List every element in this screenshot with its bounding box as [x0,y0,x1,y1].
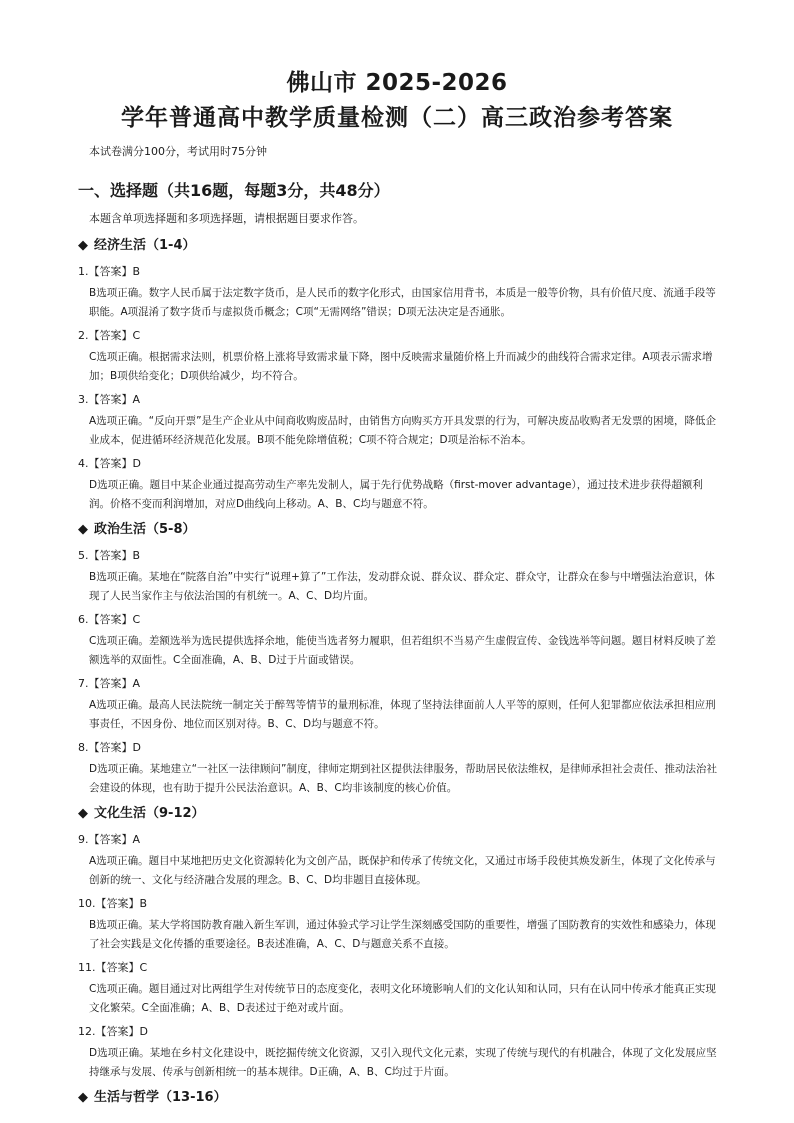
group-title-text: 生活与哲学（13-16） [94,1090,227,1105]
answer-explanation: C选项正确。差额选举为选民提供选择余地，能使当选者努力履职，但若组织不当易产生虚假宣传、金钱选举等问题。题目材料反映了差额选举的双面性。C全面准确，A、B、D过于片面或错误。 [89,635,716,666]
diamond-bullet-icon: ◆ [78,238,88,253]
group-title-text: 经济生活（1-4） [94,238,196,253]
answer-explanation: A选项正确。题目中某地把历史文化资源转化为文创产品，既保护和传承了传统文化，又通过市场手段使其焕发新生，体现了文化传承与创新的统一、文化与经济融合发展的理念。B、C、D均非题目直接体现。 [89,855,716,886]
group-economics [78,236,718,514]
answer-label: 3.【答案】A [78,393,141,406]
group-title-text: 文化生活（9-12） [94,806,205,821]
group-title [78,804,718,824]
diamond-bullet-icon: ◆ [78,1090,88,1105]
answer-label: 8.【答案】D [78,741,141,754]
page-title-line1: 佛山市 2025-2026 [286,70,508,96]
answer-explanation: B选项正确。数字人民币属于法定数字货币，是人民币的数字化形式，由国家信用背书，本质是一般等价物，具有价值尺度、流通手段等职能。A项混淆了数字货币与虚拟货币概念；C项“无需网络”错误；D项无法决定是否通胀。 [89,287,716,318]
answer-explanation: C选项正确。根据需求法则，机票价格上涨将导致需求量下降，图中反映需求量随价格上升而减少的曲线符合需求定律。A项表示需求增加；B项供给变化；D项供给减少，均不符合。 [89,351,713,382]
answer-explanation: C选项正确。题目通过对比两组学生对传统节日的态度变化，表明文化环境影响人们的文化认知和认同，只有在认同中传承才能真正实现文化繁荣。C全面准确；A、B、D表述过于绝对或片面。 [89,983,716,1014]
group-title-text: 政治生活（5-8） [94,522,196,537]
diamond-bullet-icon: ◆ [78,522,88,537]
exam-note: 本试卷满分100分，考试用时75分钟 [89,145,267,158]
answer-label: 7.【答案】A [78,677,141,690]
answer-label: 11.【答案】C [78,961,148,974]
answer-explanation: A选项正确。最高人民法院统一制定关于醉驾等情节的量刑标准，体现了坚持法律面前人人平等的原则，任何人犯罪都应依法承担相应刑事责任，不因身份、地位而区别对待。B、C、D均与题意不符。 [89,699,716,730]
answer-content [78,236,718,1116]
group-title [78,1088,718,1108]
section-intro: 本题含单项选择题和多项选择题，请根据题目要求作答。 [89,212,364,225]
section-title: 一、选择题（共16题，每题3分，共48分） [78,181,390,200]
group-title [78,236,718,256]
answer-explanation: B选项正确。某地在“院落自治”中实行“说理+算了”工作法，发动群众说、群众议、群众定、群众守，让群众在参与中增强法治意识，体现了人民当家作主与依法治国的有机统一。A、C、D均片面。 [89,571,715,602]
group-politics [78,520,718,798]
answer-explanation: D选项正确。题目中某企业通过提高劳动生产率先发制人，属于先行优势战略（first-mover advantage），通过技术进步获得超额利润。价格不变而利润增加，对应D曲线向上移动。A、B、C均与题意不符。 [89,479,703,510]
group-culture [78,804,718,1082]
answer-label: 5.【答案】B [78,549,141,562]
answer-label: 10.【答案】B [78,897,148,910]
answer-explanation: D选项正确。某地建立“一社区一法律顾问”制度，律师定期到社区提供法律服务，帮助居民依法维权，是律师承担社会责任、推动法治社会建设的体现，也有助于提升公民法治意识。A、B、C均非该制度的核心价值。 [89,763,717,794]
answer-label: 2.【答案】C [78,329,141,342]
group-title [78,520,718,540]
answer-label: 12.【答案】D [78,1025,148,1038]
group-philosophy [78,1088,718,1108]
answer-label: 9.【答案】A [78,833,141,846]
answer-label: 6.【答案】C [78,613,141,626]
answer-explanation: B选项正确。某大学将国防教育融入新生军训，通过体验式学习让学生深刻感受国防的重要性，增强了国防教育的实效性和感染力，体现了社会实践是文化传播的重要途径。B表述准确，A、C、D与题意关系不直接。 [89,919,716,950]
page-title-line2: 学年普通高中教学质量检测（二）高三政治参考答案 [121,105,673,131]
answer-label: 1.【答案】B [78,265,141,278]
answer-explanation: A选项正确。“反向开票”是生产企业从中间商收购废品时，由销售方向购买方开具发票的行为，可解决废品收购者无发票的困境，降低企业成本，促进循环经济规范化发展。B项不能免除增值税；C项不符合规定；D项是治标不治本。 [89,415,717,446]
answer-explanation: D选项正确。某地在乡村文化建设中，既挖掘传统文化资源，又引入现代文化元素，实现了传统与现代的有机融合，体现了文化发展应坚持继承与发展、传承与创新相统一的基本规律。D正确，A、B、C均过于片面。 [89,1047,717,1078]
answer-label: 4.【答案】D [78,457,141,470]
diamond-bullet-icon: ◆ [78,806,88,821]
